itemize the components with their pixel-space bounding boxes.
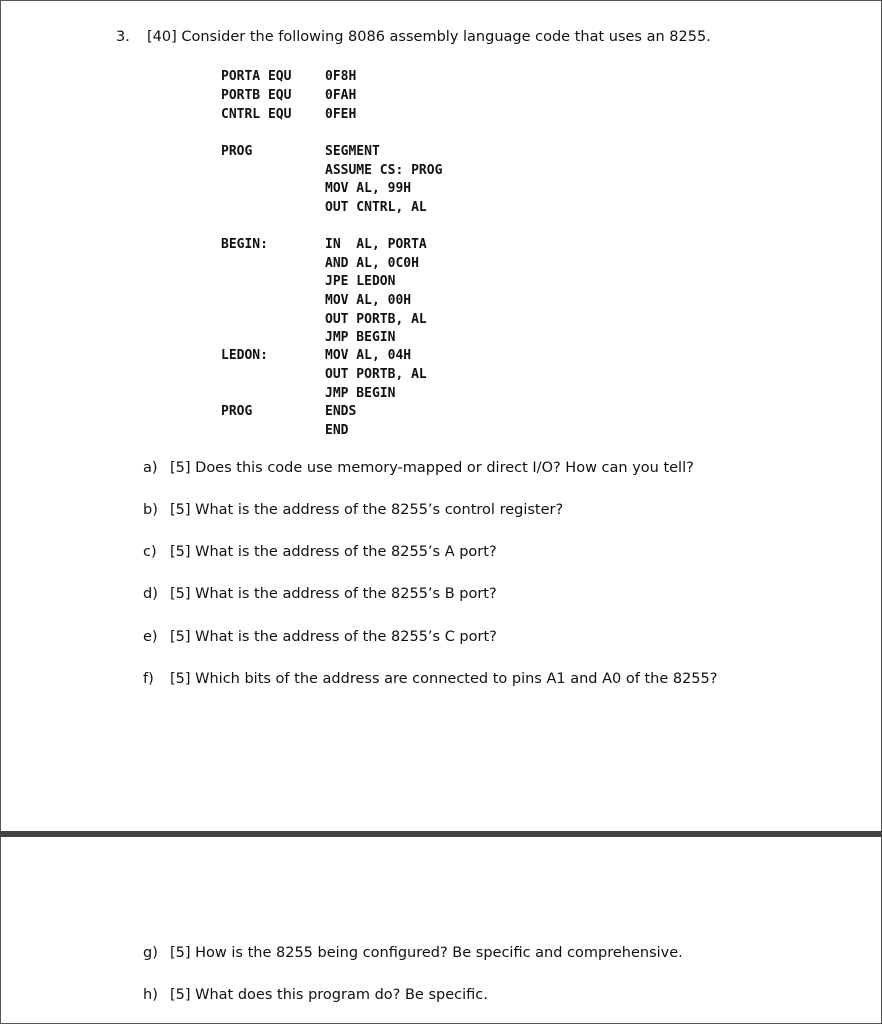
subquestion-h [143, 987, 488, 1003]
subquestion-text: [5] Does this code use memory-mapped or direct I/O? How can you tell? [170, 460, 694, 476]
code-label: BEGIN: [221, 237, 268, 252]
code-instruction: JPE LEDON [325, 274, 396, 289]
code-instruction: ENDS [325, 404, 357, 419]
code-instruction: END [325, 423, 349, 438]
subquestion-letter: f) [143, 671, 154, 687]
equate-name: CNTRL EQU [221, 107, 292, 122]
equate-name: PORTB EQU [221, 88, 292, 103]
equate-name: PORTA EQU [221, 69, 292, 84]
code-instruction: OUT CNTRL, AL [325, 200, 427, 215]
subquestion-text: [5] How is the 8255 being configured? Be specific and comprehensive. [170, 945, 683, 961]
equate-value: 0FEH [325, 107, 357, 122]
subquestion-text: [5] Which bits of the address are connected to pins A1 and A0 of the 8255? [170, 671, 718, 687]
subquestion-b [143, 502, 563, 518]
subquestion-text: [5] What is the address of the 8255’s control register? [170, 502, 564, 518]
question-number: 3. [116, 29, 130, 45]
subquestion-text: [5] What does this program do? Be specific. [170, 987, 488, 1003]
subquestion-e [143, 629, 497, 645]
code-instruction: IN AL, PORTA [325, 237, 427, 252]
code-label: PROG [221, 144, 253, 159]
page-divider [0, 831, 882, 837]
subquestion-letter: d) [143, 586, 158, 602]
equate-value: 0F8H [325, 69, 357, 84]
subquestion-letter: g) [143, 945, 158, 961]
code-instruction: OUT PORTB, AL [325, 312, 427, 327]
code-instruction: MOV AL, 99H [325, 181, 412, 196]
subquestion-letter: h) [143, 987, 158, 1003]
subquestion-c [143, 544, 497, 560]
subquestion-d [143, 586, 497, 602]
code-label: PROG [221, 404, 253, 419]
code-instruction: MOV AL, 00H [325, 293, 412, 308]
subquestion-letter: c) [143, 544, 157, 560]
subquestion-g [143, 945, 683, 961]
subquestion-f [143, 671, 717, 687]
code-instruction: JMP BEGIN [325, 330, 396, 345]
subquestion-text: [5] What is the address of the 8255’s C port? [170, 629, 497, 645]
equate-value: 0FAH [325, 88, 357, 103]
question-intro: [40] Consider the following 8086 assembly language code that uses an 8255. [147, 29, 711, 45]
code-instruction: OUT PORTB, AL [325, 367, 427, 382]
subquestion-letter: b) [143, 502, 158, 518]
code-instruction: AND AL, 0C0H [325, 256, 419, 271]
subquestion-a [143, 460, 694, 476]
subquestion-letter: e) [143, 629, 158, 645]
code-instruction: MOV AL, 04H [325, 348, 412, 363]
subquestion-text: [5] What is the address of the 8255’s A port? [170, 544, 497, 560]
code-instruction: SEGMENT [325, 144, 380, 159]
subquestion-letter: a) [143, 460, 158, 476]
subquestion-text: [5] What is the address of the 8255’s B port? [170, 586, 497, 602]
code-instruction: ASSUME CS: PROG [325, 163, 443, 178]
code-instruction: JMP BEGIN [325, 386, 396, 401]
code-label: LEDON: [221, 348, 268, 363]
